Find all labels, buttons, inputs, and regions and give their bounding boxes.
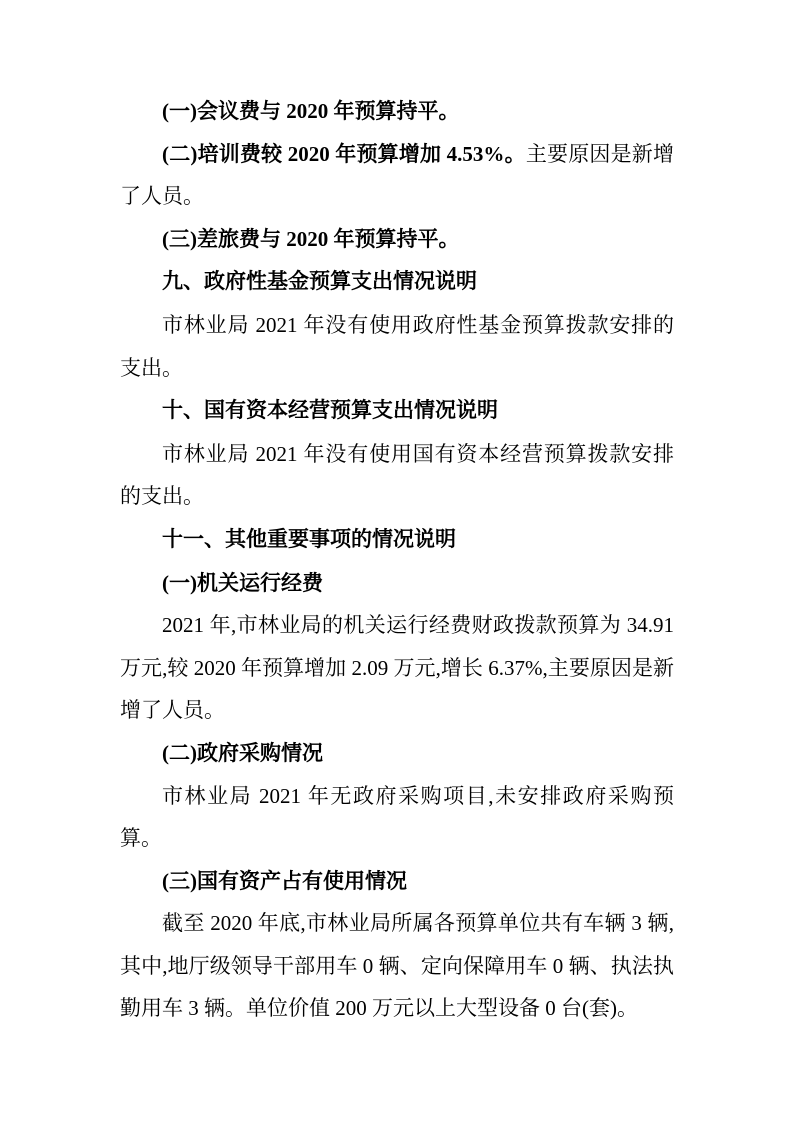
sub1-heading-text: (一)机关运行经费: [162, 570, 323, 595]
sub3-body-text: 截至 2020 年底,市林业局所属各预算单位共有车辆 3 辆,其中,地厅级领导干部用车 0 辆、定向保障用车 0 辆、执法执勤用车 3 辆。单位价值 200 万元以上大型设备 0 台(套)。: [120, 911, 674, 1021]
section-eleven-heading-text: 十一、其他重要事项的情况说明: [162, 527, 456, 551]
heading-section-eleven: [120, 518, 674, 562]
heading-sub3-state-owned-assets: [120, 860, 674, 903]
travel-fee-text: (三)差旅费与 2020 年预算持平。: [162, 226, 460, 251]
sub1-body-text: 2021 年,市林业局的机关运行经费财政拨款预算为 34.91 万元,较 2020 年预算增加 2.09 万元,增长 6.37%,主要原因是新增了人员。: [120, 613, 674, 723]
section-ten-body-text: 市林业局 2021 年没有使用国有资本经营预算拨款安排的支出。: [120, 441, 674, 509]
para-travel-fee: [120, 218, 674, 261]
para-section-nine-body: [120, 304, 674, 389]
heading-sub1-agency-operating-cost: [120, 562, 674, 605]
meeting-fee-text: (一)会议费与 2020 年预算持平。: [162, 99, 460, 123]
heading-section-ten: [120, 389, 674, 433]
heading-section-nine: [120, 260, 674, 304]
training-fee-lead-text: (二)培训费较 2020 年预算增加 4.53%。: [162, 141, 526, 166]
document-body: [120, 90, 674, 1030]
section-nine-heading-text: 九、政府性基金预算支出情况说明: [162, 270, 477, 294]
para-sub3-body: [120, 902, 674, 1030]
para-meeting-fee: [120, 90, 674, 133]
heading-sub2-government-procurement: [120, 732, 674, 775]
para-sub1-body: [120, 604, 674, 732]
para-section-ten-body: [120, 433, 674, 518]
para-sub2-body: [120, 775, 674, 860]
para-training-fee: [120, 133, 674, 218]
training-fee-reason-text: 主要原因是新增了人员。: [120, 141, 674, 209]
sub3-heading-text: (三)国有资产占有使用情况: [162, 868, 407, 893]
sub2-body-text: 市林业局 2021 年无政府采购项目,未安排政府采购预算。: [120, 783, 674, 851]
section-ten-heading-text: 十、国有资本经营预算支出情况说明: [162, 399, 498, 423]
sub2-heading-text: (二)政府采购情况: [162, 740, 323, 765]
section-nine-body-text: 市林业局 2021 年没有使用政府性基金预算拨款安排的支出。: [120, 312, 674, 380]
